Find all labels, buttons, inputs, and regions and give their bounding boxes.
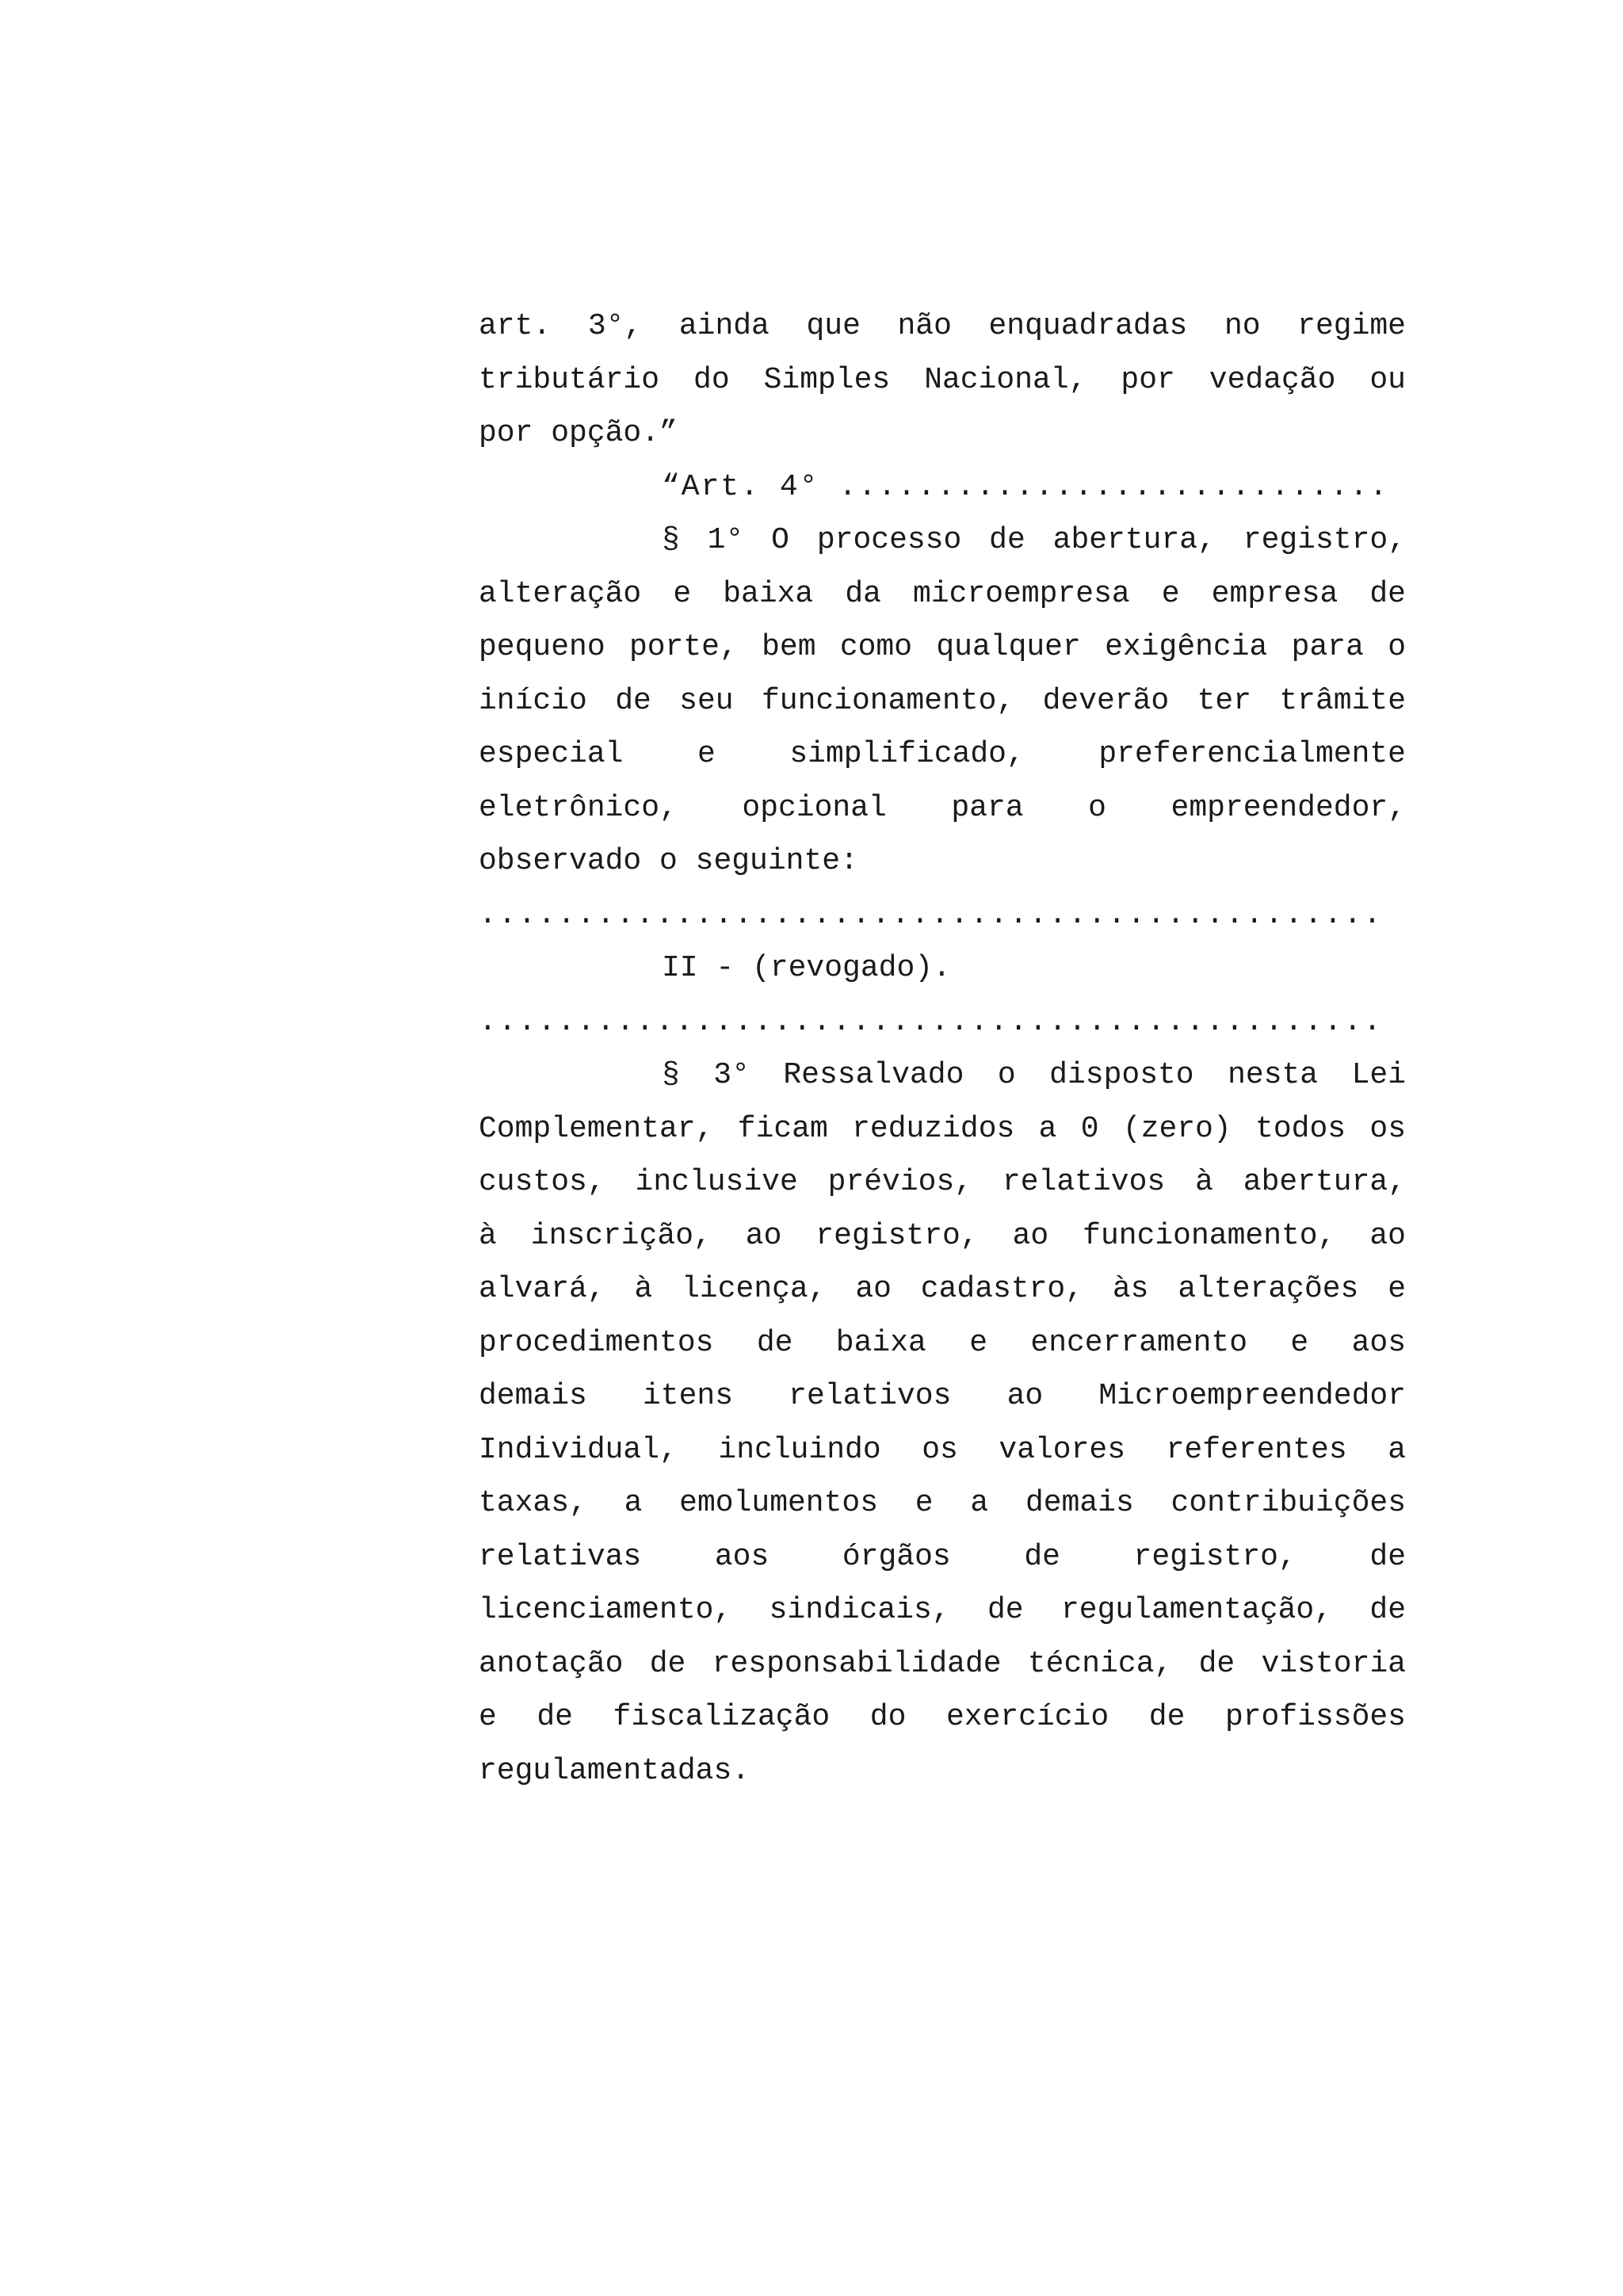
text-line: à inscrição, ao registro, ao funcionamento, ao [479,1218,1406,1253]
text-line: taxas, a emolumentos e a demais contribuições [479,1486,1406,1520]
text-line: tributário do Simples Nacional, por vedação ou [479,362,1406,397]
paragraph-heading: § 3° Ressalvado o disposto nesta Lei [662,1058,1406,1092]
text-line: demais itens relativos ao Microempreendedor [479,1379,1406,1413]
text-line: alteração e baixa da microempresa e empresa de [479,576,1406,611]
legal-text-body [479,300,1406,1797]
item-revoked: II - (revogado). [662,951,951,985]
text-line: licenciamento, sindicais, de regulamentação, de [479,1593,1406,1627]
text-line: procedimentos de baixa e encerramento e aos [479,1325,1406,1360]
text-line: pequeno porte, bem como qualquer exigência para o [479,630,1406,664]
text-line: anotação de responsabilidade técnica, de vistoria [479,1646,1406,1681]
article-heading: “Art. 4° ............................ [662,469,1389,504]
text-line: por opção.” [479,416,678,450]
ellipsis-divider: .............................................. [479,1004,1383,1039]
paragraph-heading: § 1° O processo de abertura, registro, [662,523,1406,557]
text-line: regulamentadas. [479,1753,750,1788]
text-line: especial e simplificado, preferencialmente [479,737,1406,771]
ellipsis-divider: .............................................. [479,897,1383,932]
text-line: relativas aos órgãos de registro, de [479,1539,1406,1574]
text-line: art. 3°, ainda que não enquadradas no regime [479,309,1406,343]
text-line: e de fiscalização do exercício de profissões [479,1700,1406,1734]
text-line: eletrônico, opcional para o empreendedor, [479,790,1406,825]
text-line: Individual, incluindo os valores referentes a [479,1432,1406,1467]
text-line: alvará, à licença, ao cadastro, às alterações e [479,1272,1406,1306]
text-line: início de seu funcionamento, deverão ter trâmite [479,683,1406,718]
text-line: custos, inclusive prévios, relativos à abertura, [479,1165,1406,1199]
text-line: observado o seguinte: [479,844,858,878]
text-line: Complementar, ficam reduzidos a 0 (zero) todos os [479,1111,1406,1146]
